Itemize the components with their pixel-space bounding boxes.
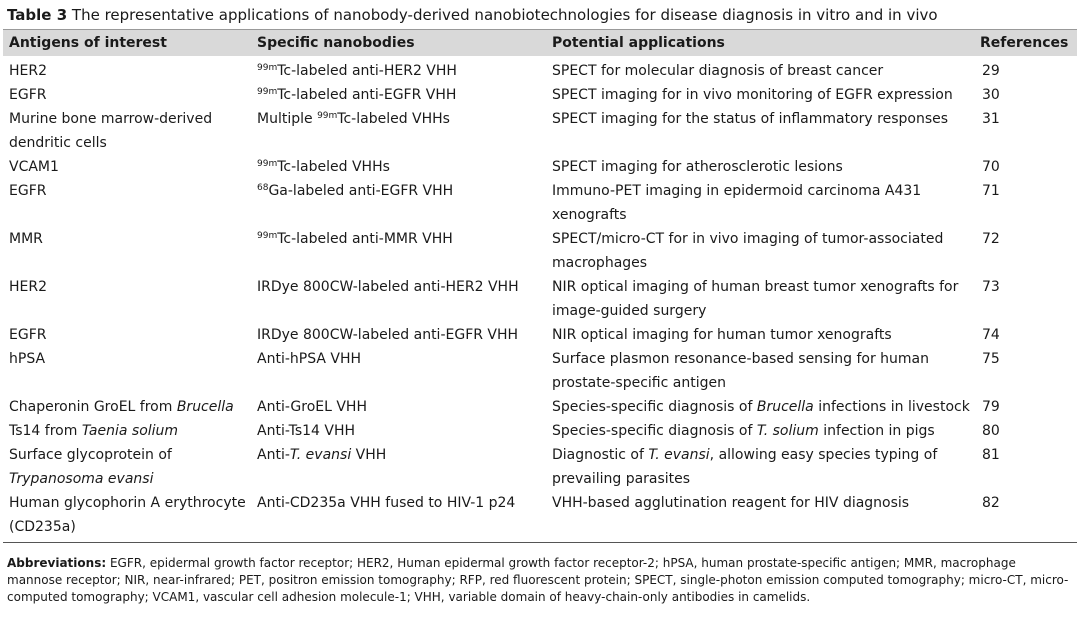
nanobody-text: IRDye 800CW-labeled anti-EGFR VHH: [257, 327, 519, 343]
antigen-text: HER2: [9, 279, 48, 295]
cell-antigen: [3, 227, 251, 275]
applications-table: [3, 29, 1077, 543]
nanobody-text: Tc-labeled anti-MMR VHH: [277, 231, 453, 247]
application-text: Diagnostic of: [552, 447, 649, 463]
header-nanobodies: Specific nanobodies: [251, 30, 546, 57]
application-suffix: , allowing easy species typing of prevailing parasites: [552, 447, 938, 487]
header-row: [3, 30, 1077, 57]
antigen-text: EGFR: [9, 327, 47, 343]
cell-antigen: [3, 419, 251, 443]
abbreviations-text: EGFR, epidermal growth factor receptor; HER2, Human epidermal growth factor receptor-2; hPSA, human prostate-specific antigen; MMR, macrophage mannose receptor; NIR, near-infrared; PET, positron emission tomography; RFP, red fluorescent protein; SPECT, single-photon emission computed tomography; micro-CT, micro-computed tomography; VCAM1, vascular cell adhesion molecule-1; VHH, variable domain of heavy-chain-only antibodies in camelids.: [7, 556, 1069, 604]
cell-antigen: [3, 395, 251, 419]
application-suffix: infection in pigs: [818, 423, 935, 439]
cell-nanobody: [251, 491, 546, 543]
isotope-superscript: 99m: [257, 87, 278, 97]
cell-reference: 72: [982, 231, 1000, 247]
table-figure: [3, 0, 1077, 606]
header-antigens: Antigens of interest: [3, 30, 251, 57]
application-italic: T. evansi: [648, 447, 710, 463]
cell-reference: 74: [982, 327, 1000, 343]
nanobody-text: Anti-hPSA VHH: [257, 351, 362, 367]
cell-nanobody: [251, 155, 546, 179]
cell-antigen: [3, 323, 251, 347]
antigen-text: hPSA: [9, 351, 46, 367]
application-text: Immuno-PET imaging in epidermoid carcinoma A431 xenografts: [552, 183, 922, 223]
caption-label: Table 3: [7, 6, 68, 24]
abbreviations-footnote: [3, 543, 1077, 606]
antigen-text: MMR: [9, 231, 43, 247]
nanobody-text: Anti-GroEL VHH: [257, 399, 367, 415]
application-text: Species-specific diagnosis of: [552, 423, 757, 439]
application-italic: T. solium: [756, 423, 819, 439]
nanobody-text: Tc-labeled anti-EGFR VHH: [277, 87, 457, 103]
cell-reference: 70: [982, 159, 1000, 175]
cell-antigen: [3, 107, 251, 155]
table-row: [3, 419, 1077, 443]
cell-application: [546, 56, 974, 83]
nanobody-text: Tc-labeled anti-HER2 VHH: [277, 63, 457, 79]
cell-nanobody: [251, 83, 546, 107]
antigen-text: Chaperonin GroEL from: [9, 399, 177, 415]
cell-antigen: [3, 83, 251, 107]
cell-application: [546, 83, 974, 107]
cell-nanobody: [251, 107, 546, 155]
abbreviations-label: Abbreviations:: [7, 556, 107, 570]
table-row: [3, 275, 1077, 323]
nanobody-text: Tc-labeled VHHs: [277, 159, 390, 175]
cell-application: [546, 179, 974, 227]
cell-antigen: [3, 443, 251, 491]
table-row: [3, 395, 1077, 419]
table-row: [3, 107, 1077, 155]
cell-reference: 31: [982, 111, 1000, 127]
cell-reference: 29: [982, 63, 1000, 79]
cell-application: [546, 227, 974, 275]
cell-reference: 30: [982, 87, 1000, 103]
application-text: SPECT imaging for in vivo monitoring of EGFR expression: [552, 87, 953, 103]
nanobody-text: Anti-Ts14 VHH: [257, 423, 356, 439]
antigen-italic: Taenia solium: [81, 423, 179, 439]
cell-antigen: [3, 179, 251, 227]
cell-application: [546, 491, 974, 543]
application-suffix: infections in livestock: [813, 399, 970, 415]
cell-antigen: [3, 155, 251, 179]
cell-nanobody: [251, 419, 546, 443]
table-row: [3, 347, 1077, 395]
cell-application: [546, 419, 974, 443]
antigen-italic: Brucella: [176, 399, 234, 415]
application-text: SPECT imaging for atherosclerotic lesions: [552, 159, 843, 175]
isotope-superscript: 99m: [257, 63, 278, 73]
header-references: References: [974, 30, 1077, 57]
antigen-text: EGFR: [9, 87, 47, 103]
table-row: [3, 179, 1077, 227]
nanobody-text: IRDye 800CW-labeled anti-HER2 VHH: [257, 279, 519, 295]
application-text: Surface plasmon resonance-based sensing for human prostate-specific antigen: [552, 351, 929, 391]
cell-nanobody: [251, 56, 546, 83]
antigen-text: Human glycophorin A erythrocyte (CD235a): [9, 495, 246, 535]
application-text: SPECT imaging for the status of inflammatory responses: [552, 111, 949, 127]
table-row: [3, 443, 1077, 491]
nanobody-suffix: VHH: [351, 447, 387, 463]
application-text: NIR optical imaging of human breast tumor xenografts for image-guided surgery: [552, 279, 959, 319]
cell-antigen: [3, 56, 251, 83]
cell-antigen: [3, 275, 251, 323]
table-row: [3, 491, 1077, 543]
cell-application: [546, 347, 974, 395]
antigen-text: Murine bone marrow-derived dendritic cells: [9, 111, 213, 151]
cell-reference: 82: [974, 491, 1077, 543]
nanobody-italic: T. evansi: [289, 447, 352, 463]
application-text: NIR optical imaging for human tumor xenografts: [552, 327, 892, 343]
isotope-superscript: 99m: [317, 111, 338, 121]
cell-antigen: [3, 491, 251, 543]
cell-nanobody: [251, 347, 546, 395]
table-body: [3, 56, 1077, 543]
cell-application: [546, 275, 974, 323]
isotope-superscript: 99m: [257, 231, 278, 241]
application-text: SPECT/micro-CT for in vivo imaging of tumor-associated macrophages: [552, 231, 944, 271]
table-row: [3, 323, 1077, 347]
antigen-text: Surface glycoprotein of: [9, 447, 172, 463]
cell-reference: 79: [982, 399, 1000, 415]
nanobody-text: Anti-CD235a VHH fused to HIV-1 p24: [257, 495, 516, 511]
application-italic: Brucella: [756, 399, 814, 415]
cell-reference: 81: [982, 447, 1000, 463]
cell-nanobody: [251, 227, 546, 275]
cell-antigen: [3, 347, 251, 395]
table-caption: [3, 0, 1077, 29]
cell-application: [546, 155, 974, 179]
cell-application: [546, 395, 974, 419]
isotope-superscript: 68: [257, 183, 269, 193]
cell-nanobody: [251, 395, 546, 419]
antigen-text: VCAM1: [9, 159, 59, 175]
cell-nanobody: [251, 179, 546, 227]
cell-application: [546, 443, 974, 491]
nanobody-text: Tc-labeled VHHs: [337, 111, 450, 127]
antigen-text: EGFR: [9, 183, 47, 199]
isotope-superscript: 99m: [257, 159, 278, 169]
antigen-text: Ts14 from: [9, 423, 82, 439]
antigen-italic: Trypanosoma evansi: [9, 471, 154, 487]
application-text: SPECT for molecular diagnosis of breast cancer: [552, 63, 884, 79]
cell-application: [546, 323, 974, 347]
cell-reference: 75: [982, 351, 1000, 367]
cell-reference: 71: [982, 183, 1000, 199]
cell-nanobody: [251, 275, 546, 323]
table-row: [3, 56, 1077, 83]
table-row: [3, 227, 1077, 275]
caption-text: The representative applications of nanobody-derived nanobiotechnologies for disease diagnosis in vitro and in vivo: [67, 6, 938, 24]
cell-nanobody: [251, 323, 546, 347]
cell-reference: 73: [982, 279, 1000, 295]
application-text: Species-specific diagnosis of: [552, 399, 757, 415]
cell-application: [546, 107, 974, 155]
nanobody-text: Ga-labeled anti-EGFR VHH: [268, 183, 454, 199]
application-text: VHH-based agglutination reagent for HIV diagnosis: [552, 495, 910, 511]
header-applications: Potential applications: [546, 30, 974, 57]
table-row: [3, 155, 1077, 179]
cell-nanobody: [251, 443, 546, 491]
nanobody-prefix: Multiple: [257, 111, 318, 127]
antigen-text: HER2: [9, 63, 48, 79]
cell-reference: 80: [982, 423, 1000, 439]
table-row: [3, 83, 1077, 107]
nanobody-text: Anti-: [257, 447, 290, 463]
